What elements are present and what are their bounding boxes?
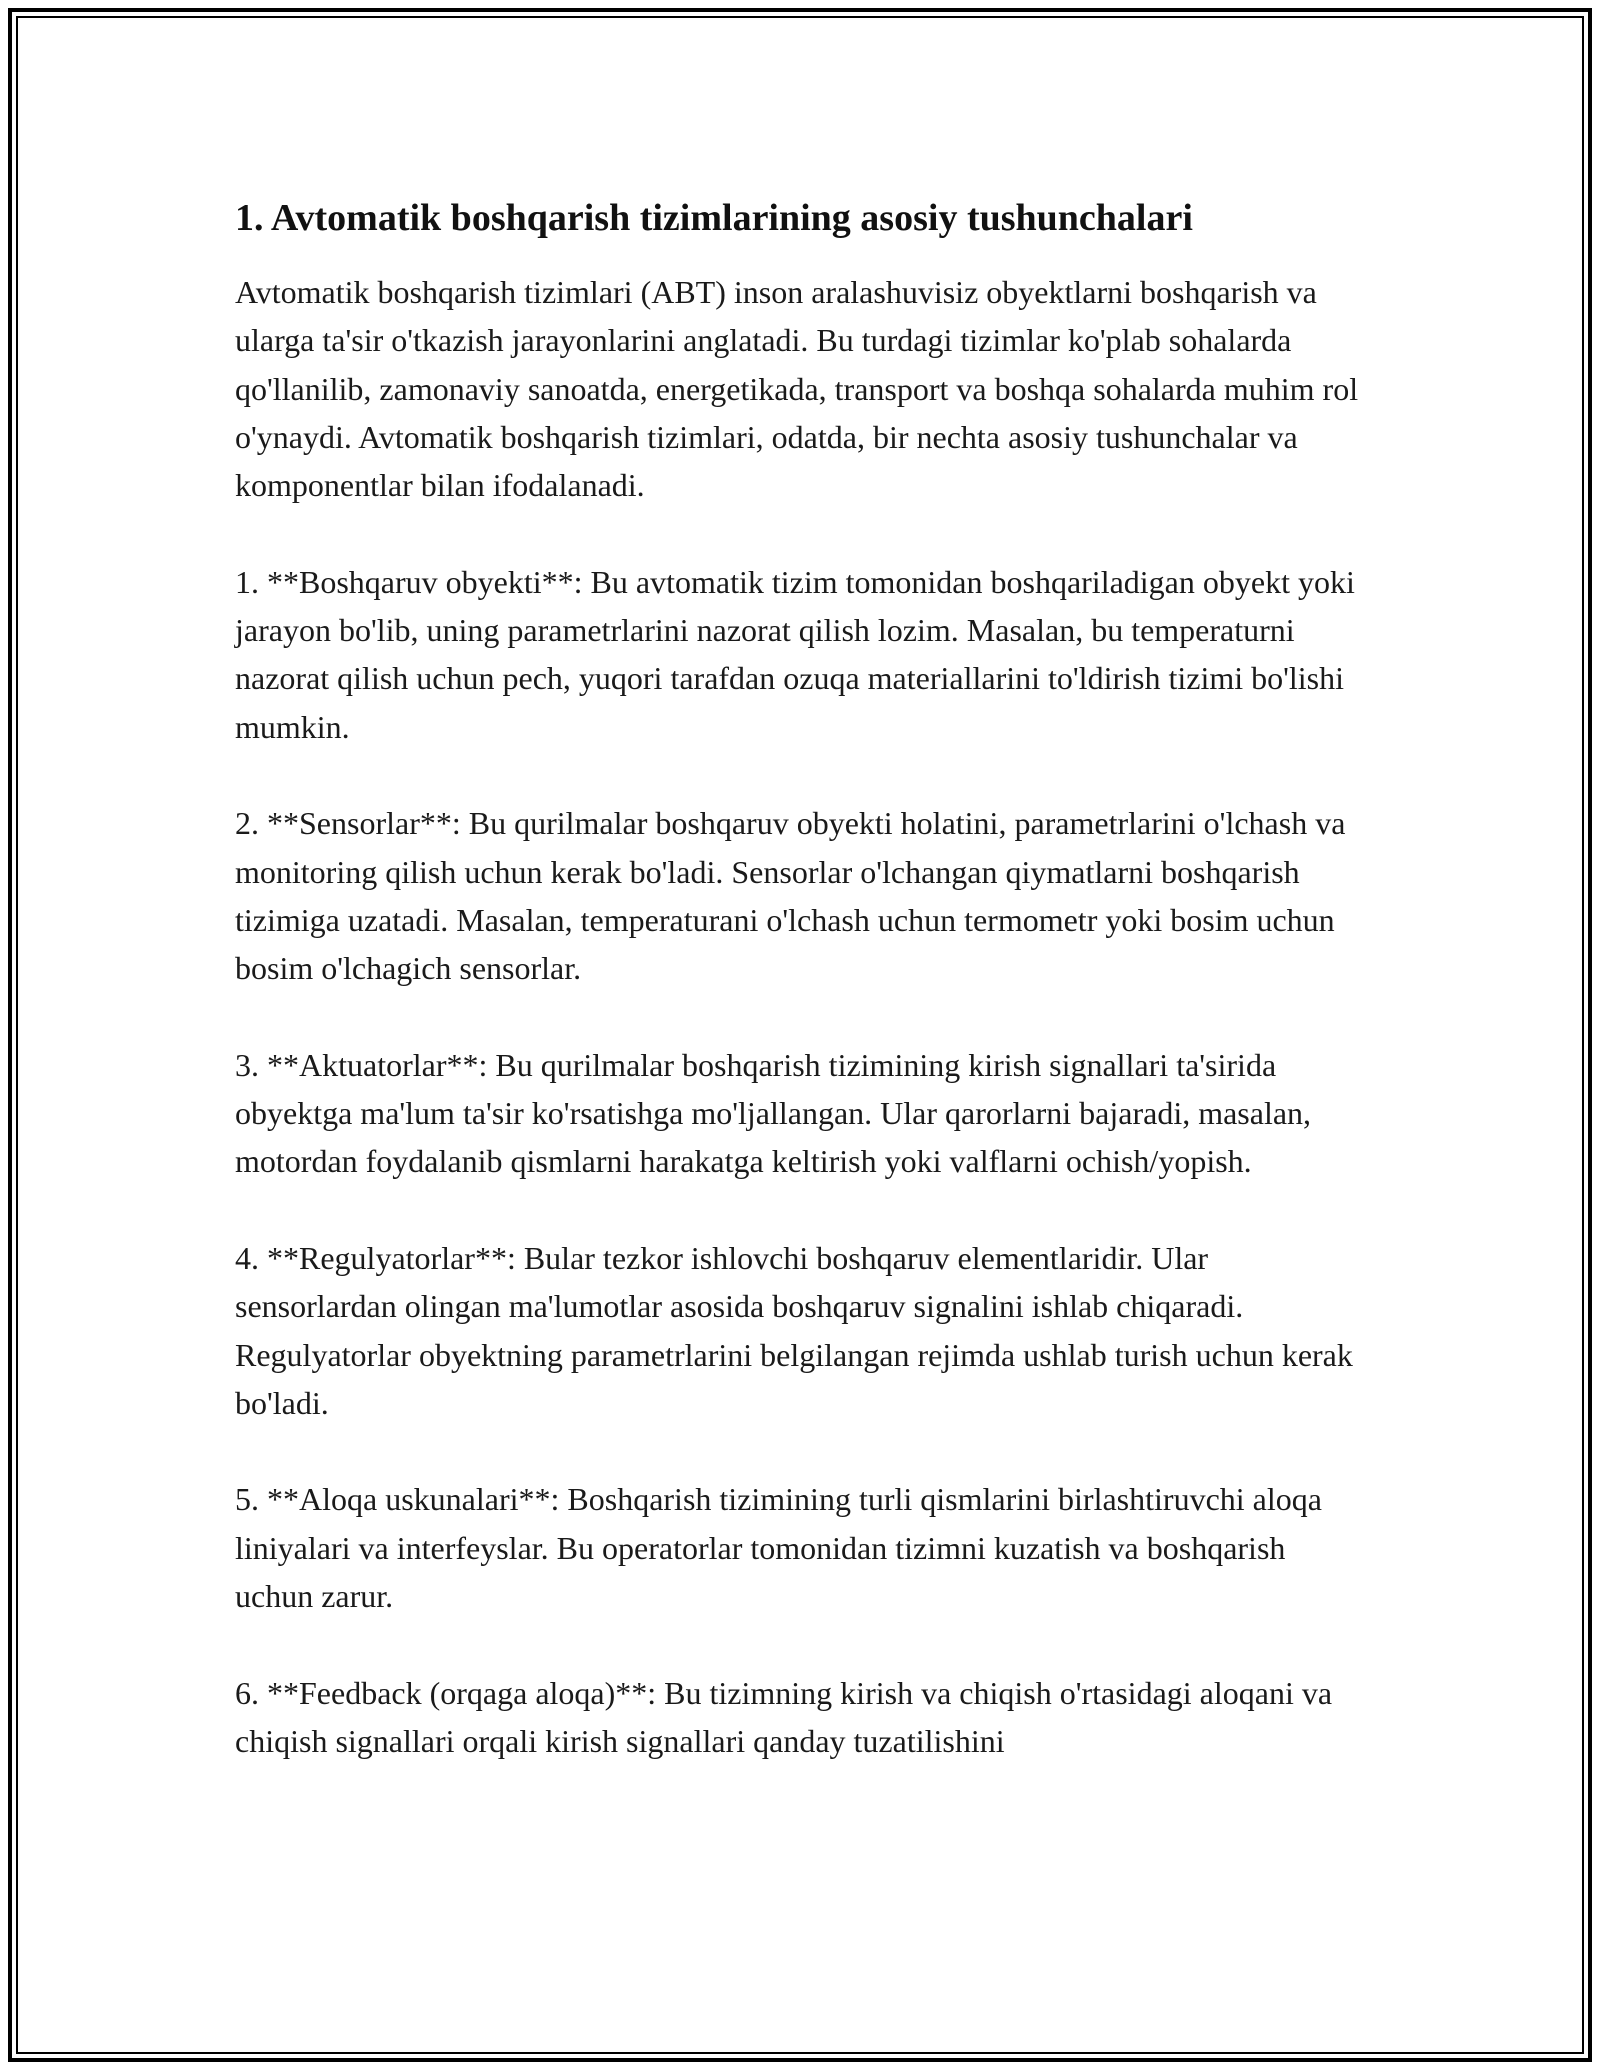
list-item-sensorlar: 2. **Sensorlar**: Bu qurilmalar boshqaruv obyekti holatini, parametrlarini o'lchash va monitoring qilish uchun kerak bo'ladi. Sensorlar o'lchangan qiymatlarni boshqarish tizimiga uzatadi. Masalan, temperaturani o'lchash uchun termometr yoki bosim uchun bosim o'lchagich sensorlar. xyxy=(235,805,1346,987)
list-item-aloqa-uskunalari: 5. **Aloqa uskunalari**: Boshqarish tizimining turli qismlarini birlashtiruvchi aloqa liniyalari va interfeyslar. Bu operatorlar tomonidan tizimni kuzatish va boshqarish uchun zarur. xyxy=(235,1481,1322,1615)
list-item-boshqaruv-obyekti: 1. **Boshqaruv obyekti**: Bu avtomatik tizim tomonidan boshqariladigan obyekt yoki jarayon bo'lib, uning parametrlarini nazorat qilish lozim. Masalan, bu temperaturni nazorat qilish uchun pech, yuqori tarafdan ozuqa materiallarini to'ldirish tizimi bo'lishi mumkin. xyxy=(235,563,1355,745)
section-title: 1. Avtomatik boshqarish tizimlarining asosiy tushunchalari xyxy=(235,197,1193,239)
list-item-regulyatorlar: 4. **Regulyatorlar**: Bular tezkor ishlovchi boshqaruv elementlaridir. Ular sensorlardan olingan ma'lumotlar asosida boshqaruv signalini ishlab chiqaradi. Regulyatorlar obyektning parametrlarini belgilangan rejimda ushlab turish uchun kerak bo'ladi. xyxy=(235,1239,1353,1421)
list-item-aktuatorlar: 3. **Aktuatorlar**: Bu qurilmalar boshqarish tizimining kirish signallari ta'sirida obyektga ma'lum ta'sir ko'rsatishga mo'ljallangan. Ular qarorlarni bajaradi, masalan, motordan foydalanib qismlarni harakatga keltirish yoki valflarni ochish/yopish. xyxy=(235,1046,1312,1180)
document-body xyxy=(235,180,1365,1814)
list-item-feedback: 6. **Feedback (orqaga aloqa)**: Bu tizimning kirish va chiqish o'rtasidagi aloqani va chiqish signallari orqali kirish signallari qanday tuzatilishini xyxy=(235,1674,1333,1759)
intro-paragraph: Avtomatik boshqarish tizimlari (ABT) inson aralashuvisiz obyektlarni boshqarish va ularga ta'sir o'tkazish jarayonlarini anglatadi. Bu turdagi tizimlar ko'plab sohalarda qo'llanilib, zamonaviy sanoatda, energetikada, transport va boshqa sohalarda muhim rol o'ynaydi. Avtomatik boshqarish tizimlari, odatda, bir nechta asosiy tushunchalar va komponentlar bilan ifodalanadi. xyxy=(235,274,1359,504)
